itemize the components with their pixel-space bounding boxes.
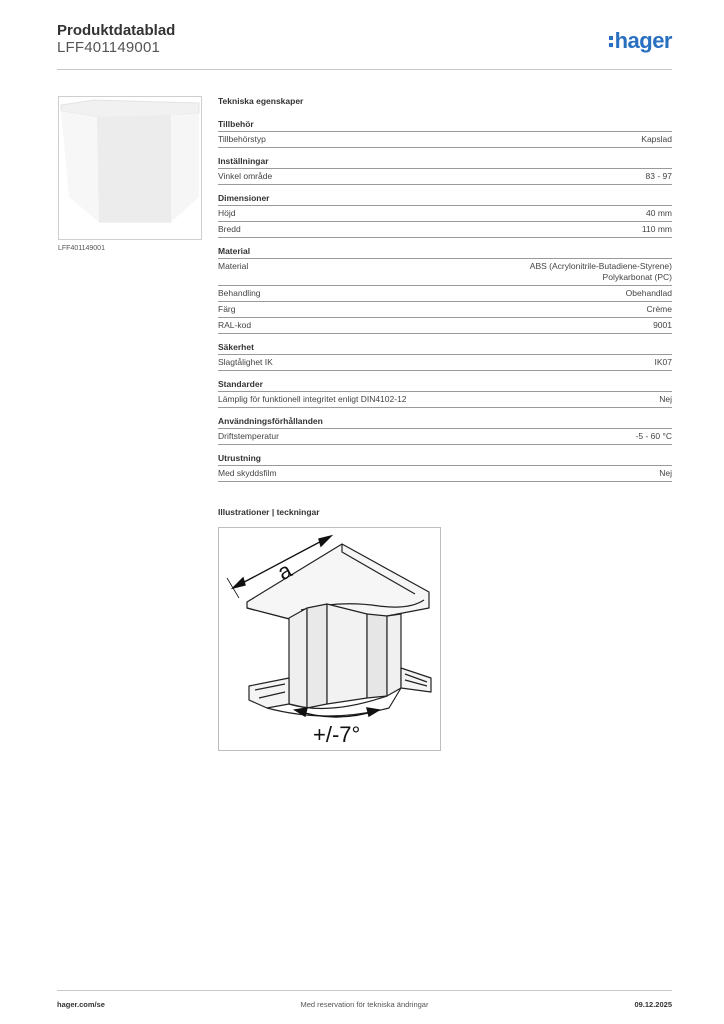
spec-value-line: Polykarbonat (PC) [602, 272, 672, 282]
spec-value: 83 - 97 [645, 171, 672, 181]
spec-row [218, 429, 672, 445]
spec-group-title: Säkerhet [218, 342, 672, 355]
spec-row [218, 318, 672, 334]
spec-group-title: Användningsförhållanden [218, 416, 672, 429]
spec-group-title: Utrustning [218, 453, 672, 466]
spec-group-accessory [218, 119, 672, 148]
spec-label: Behandling [218, 288, 261, 298]
spec-group-material [218, 246, 672, 334]
spec-label: Höjd [218, 208, 236, 218]
spec-group-title: Dimensioner [218, 193, 672, 206]
spec-value: Obehandlad [625, 288, 672, 298]
spec-row [218, 132, 672, 148]
spec-row [218, 466, 672, 482]
technical-specs [218, 96, 672, 490]
spec-value: -5 - 60 °C [635, 431, 672, 441]
spec-value: 110 mm [641, 224, 672, 234]
spec-row [218, 355, 672, 371]
spec-value: Nej [659, 394, 672, 404]
logo-text: hager [614, 28, 672, 53]
spec-group-title: Tillbehör [218, 119, 672, 132]
page-footer [57, 990, 672, 1011]
document-title: Produktdatablad [57, 22, 176, 39]
page-header [57, 22, 672, 70]
spec-group-dimensions [218, 193, 672, 238]
spec-label: Bredd [218, 224, 241, 234]
spec-value-line: ABS (Acrylonitrile-Butadiene-Styrene) [529, 261, 672, 271]
product-image-caption: LFF401149001 [58, 245, 105, 252]
spec-label: Lämplig för funktionell integritet enligt DIN4102-12 [218, 394, 407, 404]
spec-value: IK07 [654, 357, 672, 367]
spec-value: Kapslad [641, 134, 672, 144]
spec-value: Nej [659, 468, 672, 478]
spec-label: RAL-kod [218, 320, 252, 330]
spec-group-equipment [218, 453, 672, 482]
spec-group-title: Inställningar [218, 156, 672, 169]
spec-group-settings [218, 156, 672, 185]
illustrations-title: Illustrationer | teckningar [218, 507, 320, 517]
spec-value [530, 261, 672, 283]
spec-group-safety [218, 342, 672, 371]
spec-value: 40 mm [646, 208, 672, 218]
spec-label: Färg [218, 304, 236, 314]
footer-website: hager.com/se [57, 1000, 105, 1009]
spec-value: Crème [646, 304, 672, 314]
spec-row [218, 392, 672, 408]
inner-corner-product-icon [59, 97, 201, 239]
specs-title: Tekniska egenskaper [218, 96, 304, 106]
product-image [58, 96, 202, 240]
spec-group-conditions [218, 416, 672, 445]
spec-group-standards [218, 379, 672, 408]
spec-value: 9001 [653, 320, 672, 330]
logo-dots-icon [609, 33, 613, 49]
spec-label: Tillbehörstyp [218, 134, 266, 144]
dimension-label: a [273, 557, 296, 585]
footer-disclaimer: Med reservation för tekniska ändringar [300, 1000, 429, 1009]
spec-label: Vinkel område [218, 171, 273, 181]
technical-drawing [218, 527, 441, 751]
angle-label: +/-7° [313, 722, 361, 747]
spec-group-title: Standarder [218, 379, 672, 392]
footer-date: 09.12.2025 [634, 1000, 672, 1009]
product-code: LFF401149001 [57, 39, 161, 56]
spec-label: Material [218, 261, 249, 271]
spec-row [218, 286, 672, 302]
spec-row [218, 302, 672, 318]
hager-logo [609, 28, 672, 54]
spec-row [218, 259, 672, 286]
spec-label: Driftstemperatur [218, 431, 279, 441]
spec-row [218, 169, 672, 185]
spec-row [218, 206, 672, 222]
spec-label: Slagtålighet IK [218, 357, 273, 367]
spec-row [218, 222, 672, 238]
spec-label: Med skyddsfilm [218, 468, 277, 478]
spec-group-title: Material [218, 246, 672, 259]
inner-corner-drawing-icon [219, 528, 440, 750]
